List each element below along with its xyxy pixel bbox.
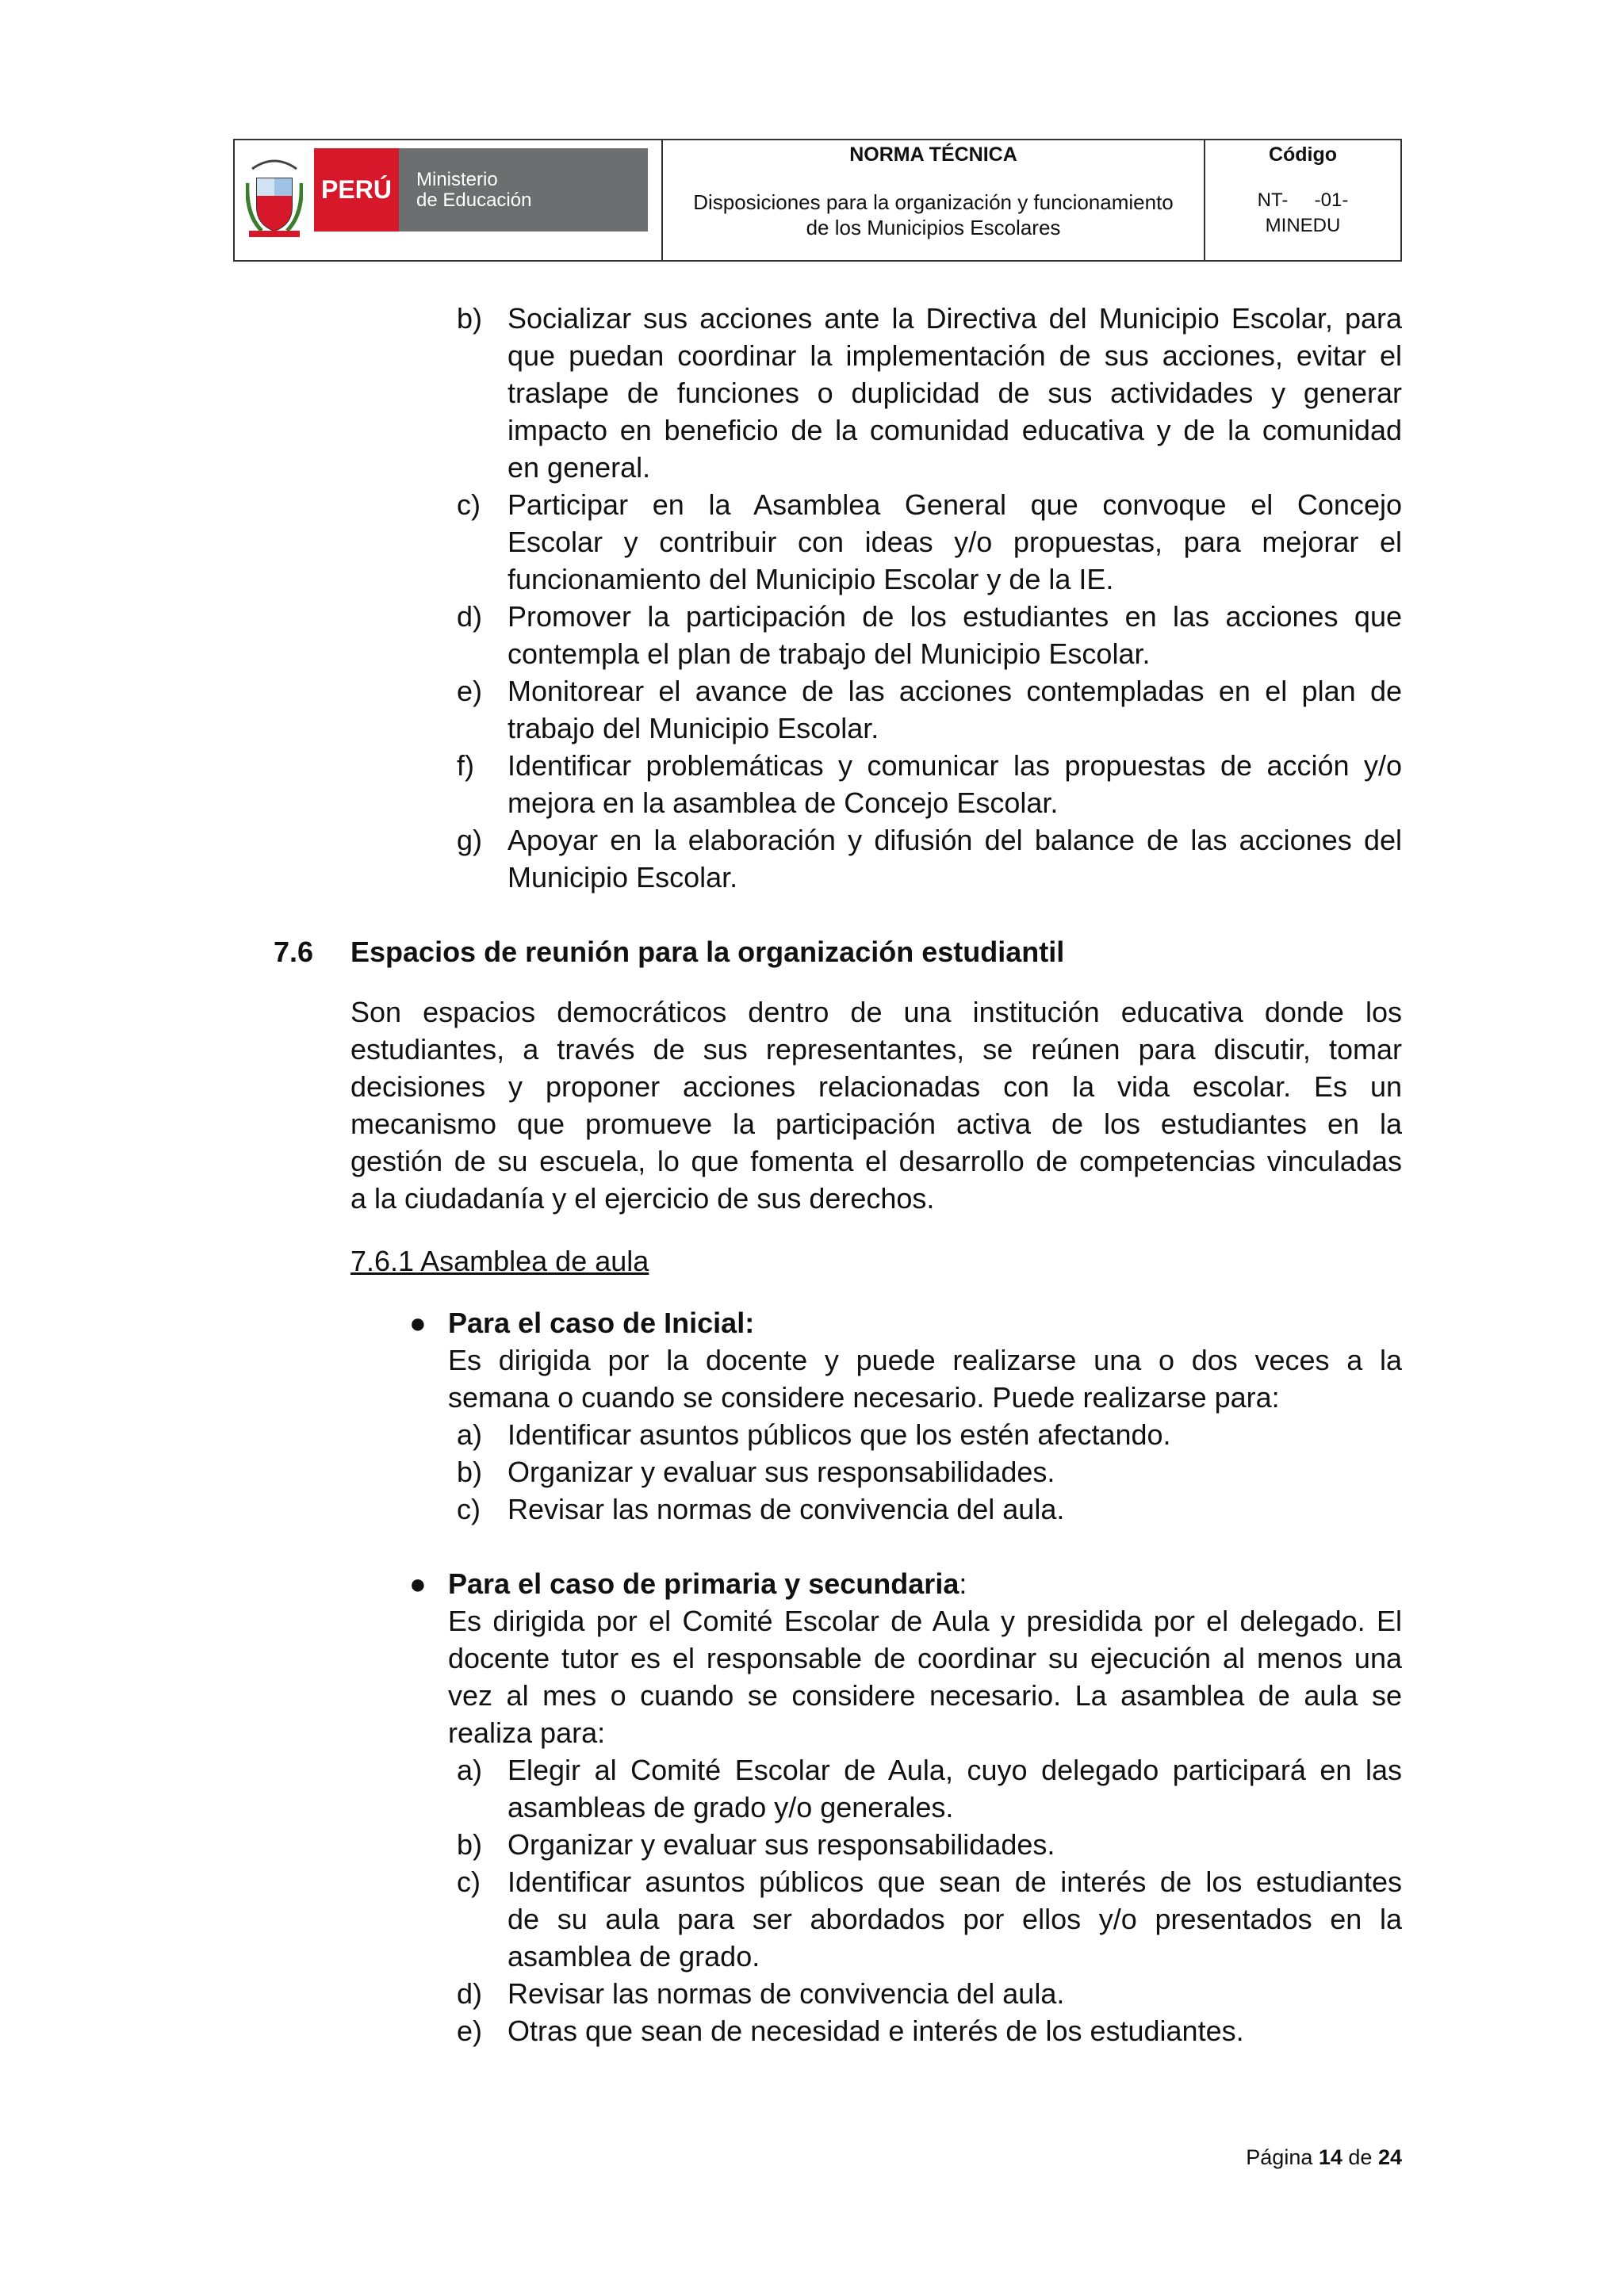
list-item-text: trabajo del Municipio Escolar. <box>508 712 879 744</box>
page-middle: de <box>1342 2145 1378 2169</box>
code-value-line-1: NT- -01- <box>1257 189 1349 211</box>
list-marker: e) <box>457 675 483 707</box>
list-item-text: Organizar y evaluar sus responsabilidades. <box>508 1456 1055 1488</box>
list-item-text: en general. <box>508 451 651 484</box>
bullet-text: Es dirigida por la docente y puede realizarse una o dos veces a la <box>448 1344 1402 1376</box>
list-marker: g) <box>457 824 483 856</box>
list-marker: c) <box>457 1493 481 1525</box>
paragraph-line: Son espacios democráticos dentro de una institución educativa donde los <box>350 996 1402 1028</box>
paragraph-line: a la ciudadanía y el ejercicio de sus derechos. <box>350 1182 935 1215</box>
list-marker: e) <box>457 2015 483 2047</box>
section-number: 7.6 <box>274 936 314 968</box>
list-marker: b) <box>457 1456 483 1488</box>
page-prefix: Página <box>1246 2145 1319 2169</box>
subsection-title: 7.6.1 Asamblea de aula <box>350 1245 649 1277</box>
list-item-text: Revisar las normas de convivencia del aula. <box>508 1493 1065 1525</box>
page-total: 24 <box>1377 2145 1402 2169</box>
header-code-cell <box>1205 140 1400 260</box>
list-item-text: Apoyar en la elaboración y difusión del balance de las acciones del <box>508 824 1402 856</box>
list-marker: a) <box>457 1754 483 1786</box>
peru-logo-box: PERÚ <box>314 148 399 232</box>
list-item-text: Participar en la Asamblea General que convoque el Concejo <box>508 488 1402 521</box>
code-value-line-2: MINEDU <box>1265 215 1341 236</box>
list-item-text: asamblea de grado. <box>508 1940 760 1973</box>
bullet-text: semana o cuando se considere necesario. Puede realizarse para: <box>448 1381 1280 1414</box>
list-item-text: Elegir al Comité Escolar de Aula, cuyo delegado participará en las <box>508 1754 1402 1786</box>
section-title: Espacios de reunión para la organización estudiantil <box>350 936 1065 968</box>
bullet-heading-colon: : <box>959 1567 967 1600</box>
bullet-text: vez al mes o cuando se considere necesario. La asamblea de aula se <box>448 1679 1402 1712</box>
list-item-text: Revisar las normas de convivencia del aula. <box>508 1977 1065 2010</box>
bullet-heading: Para el caso de Inicial: <box>448 1307 755 1339</box>
norm-subtitle <box>663 189 1204 240</box>
paragraph-line: gestión de su escuela, lo que fomenta el desarrollo de competencias vinculadas <box>350 1145 1402 1177</box>
bullet-text: realiza para: <box>448 1716 606 1749</box>
ministry-logo-box <box>399 148 648 232</box>
list-item-text: asambleas de grado y/o generales. <box>508 1791 954 1823</box>
bullet-text: Es dirigida por el Comité Escolar de Aula y presidida por el delegado. El <box>448 1605 1402 1637</box>
list-marker: b) <box>457 302 483 335</box>
header-title-cell <box>663 140 1205 260</box>
list-item-text: de su aula para ser abordados por ellos y/o presentados en la <box>508 1903 1402 1935</box>
code-value <box>1205 188 1400 239</box>
document-header <box>233 139 1402 262</box>
list-item-text: Identificar asuntos públicos que los estén afectando. <box>508 1418 1171 1451</box>
list-marker: a) <box>457 1418 483 1451</box>
norm-title: NORMA TÉCNICA <box>849 144 1017 166</box>
paragraph-line: mecanismo que promueve la participación activa de los estudiantes en la <box>350 1108 1402 1140</box>
list-marker: c) <box>457 488 481 521</box>
list-marker: d) <box>457 1977 483 2010</box>
list-item-text: Promover la participación de los estudiantes en las acciones que <box>508 600 1402 633</box>
list-marker: f) <box>457 749 474 782</box>
list-marker: d) <box>457 600 483 633</box>
list-item-text: Municipio Escolar. <box>508 861 738 894</box>
list-item-text: Socializar sus acciones ante la Directiva del Municipio Escolar, para <box>508 302 1402 335</box>
list-item-text: traslape de funciones o duplicidad de sus actividades y generar <box>508 377 1402 409</box>
ministry-line-2: de Educación <box>416 189 532 211</box>
bullet-icon: ● <box>409 1307 427 1339</box>
list-item-text: mejora en la asamblea de Concejo Escolar. <box>508 786 1059 819</box>
code-label: Código <box>1268 144 1338 166</box>
peru-coat-of-arms-icon <box>246 151 303 240</box>
list-item-text: Identificar problemáticas y comunicar las propuestas de acción y/o <box>508 749 1402 782</box>
list-item-text: Otras que sean de necesidad e interés de los estudiantes. <box>508 2015 1244 2047</box>
list-item-text: impacto en beneficio de la comunidad educativa y de la comunidad <box>508 414 1402 446</box>
ministry-line-1: Ministerio <box>416 169 498 190</box>
list-item-text: Monitorear el avance de las acciones contempladas en el plan de <box>508 675 1402 707</box>
list-item-text: funcionamiento del Municipio Escolar y de la IE. <box>508 563 1114 595</box>
bullet-heading: Para el caso de primaria y secundaria <box>448 1567 959 1600</box>
paragraph-line: estudiantes, a través de sus representantes, se reúnen para discutir, tomar <box>350 1033 1402 1066</box>
list-marker: c) <box>457 1866 481 1898</box>
page-number <box>1246 2145 1402 2170</box>
list-marker: b) <box>457 1828 483 1861</box>
page-current: 14 <box>1318 2145 1342 2169</box>
list-item-text: Escolar y contribuir con ideas y/o propuestas, para mejorar el <box>508 526 1402 558</box>
list-item-text: contempla el plan de trabajo del Municipio Escolar. <box>508 637 1151 670</box>
bullet-text: docente tutor es el responsable de coordinar su ejecución al menos una <box>448 1642 1402 1674</box>
norm-subtitle-line-1: Disposiciones para la organización y funcionamiento <box>693 190 1174 214</box>
list-item-text: Identificar asuntos públicos que sean de interés de los estudiantes <box>508 1866 1402 1898</box>
header-logo-cell <box>235 140 663 260</box>
norm-subtitle-line-2: de los Municipios Escolares <box>806 216 1061 239</box>
bullet-icon: ● <box>409 1567 427 1600</box>
paragraph-line: decisiones y proponer acciones relacionadas con la vida escolar. Es un <box>350 1070 1402 1103</box>
bullet-heading-line <box>448 1565 967 1602</box>
list-item-text: Organizar y evaluar sus responsabilidades. <box>508 1828 1055 1861</box>
list-item-text: que puedan coordinar la implementación de sus acciones, evitar el <box>508 339 1402 372</box>
